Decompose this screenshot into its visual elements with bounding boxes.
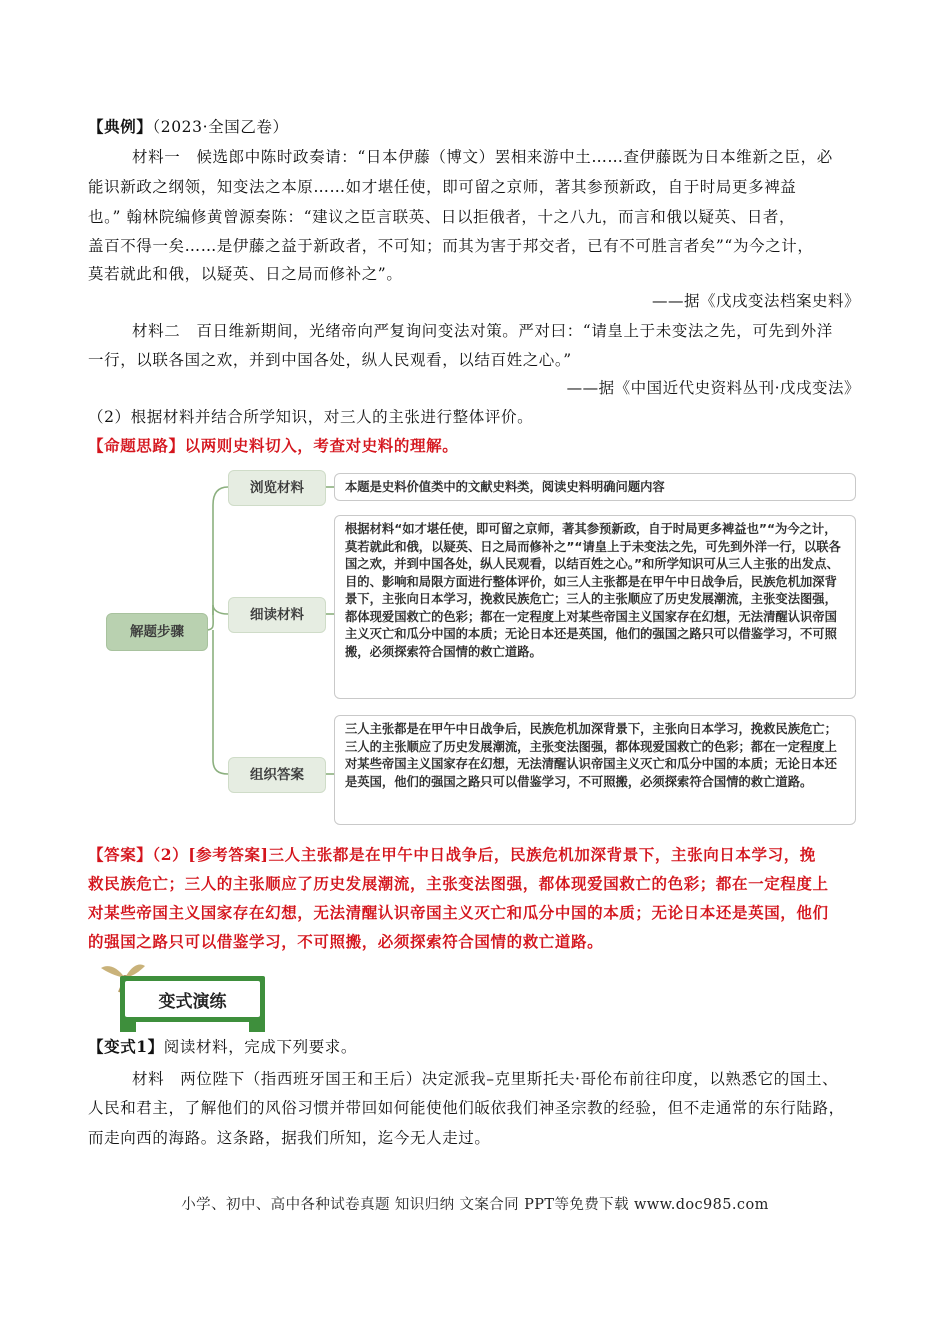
variant-material-line: 而走向西的海路。这条路，据我们所知，迄今无人走过。	[88, 1129, 491, 1147]
material1-line: 盖百不得一矣……是伊藤之益于新政者，不可知；而其为害于邦交者，已有不可胜言者矣”“为今之计，	[88, 237, 814, 255]
variant-tag: 【变式1】	[88, 1037, 164, 1056]
step-read-text: 根据材料“如才堪任使，即可留之京师，著其参预新政，自于时局更多裨益也”“为今之计，莫若就此和俄，以疑英、日之局而修补之”“请皇上于未变法之先，可先到外洋一行，以联各国之欢，并到中国各处，纵人民观看，以结百姓之心。”和所学知识可从三人主张的出发点、目的、影响和局限方面进行整体评价，如三人主张都是在甲午中日战争后，民族危机加深背景下，主张向日本学习，挽救民族危亡；三人的主张顺应了历史发展潮流，主张变法图强，都体现爱国救亡的色彩；都在一定程度上对某些帝国主义国家存在幻想，无法清醒认识帝国主义灭亡和瓜分中国的本质；无论日本还是英国，他们的强国之路只可以借鉴学习，不可照搬，必须探索符合国情的救亡道路。	[334, 515, 856, 699]
material1-line: 材料一 候选郎中陈时政奏请：“日本伊藤（博文）罢相来游中土……查伊藤既为日本维新之臣，必	[132, 148, 833, 166]
idea-line	[88, 435, 458, 457]
variant-material-line: 材料 两位陛下（指西班牙国王和王后）决定派我–克里斯托夫·哥伦布前往印度，以熟悉它的国土、	[132, 1070, 839, 1088]
banner-label: 变式演练	[158, 991, 227, 1012]
answer-line: 救民族危亡；三人的主张顺应了历史发展潮流，主张变法图强，都体现爱国救亡的色彩；都在一定程度上	[88, 874, 829, 893]
variant-prompt: 阅读材料，完成下列要求。	[163, 1038, 357, 1056]
mindmap-root: 解题步骤	[106, 613, 208, 651]
page-footer: 小学、初中、高中各种试卷真题 知识归纳 文案合同 PPT等免费下载 www.doc985.com	[181, 1197, 769, 1213]
example-source: （2023·全国乙卷）	[152, 118, 289, 136]
material1-line: 能识新政之纲领，知变法之本原……如才堪任使，即可留之京师，著其参预新政，自于时局更多裨益	[88, 178, 797, 196]
banner-frame	[120, 976, 265, 1022]
step-organize-text: 三人主张都是在甲午中日战争后，民族危机加深背景下，主张向日本学习，挽救民族危亡；三人的主张顺应了历史发展潮流，主张变法图强，都体现爱国救亡的色彩；都在一定程度上对某些帝国主义国家存在幻想，无法清醒认识帝国主义灭亡和瓜分中国的本质；无论日本还是英国，他们的强国之路只可以借鉴学习，不可照搬，必须探索符合国情的救亡道路。	[334, 715, 856, 825]
step-organize: 组织答案	[228, 757, 326, 793]
example-tag: 【典例】	[88, 117, 153, 136]
material1-line: 也。” 翰林院编修黄曾源奏陈：“建议之臣言联英、日以拒俄者，十之八九，而言和俄以疑英、日者，	[88, 208, 796, 226]
solution-mindmap	[100, 465, 860, 825]
idea-text: 以两则史料切入，考查对史料的理解。	[184, 436, 459, 455]
material1-line: 莫若就此和俄，以疑英、日之局而修补之”。	[88, 265, 403, 283]
step-browse: 浏览材料	[228, 470, 326, 506]
material1-source: ——据《戊戌变法档案史料》	[651, 292, 860, 310]
step-browse-text: 本题是史料价值类中的文献史料类，阅读史料明确问题内容	[334, 473, 856, 501]
example-header	[88, 116, 289, 138]
material2-line: 材料二 百日维新期间，光绪帝向严复询问变法对策。严对曰：“请皇上于未变法之先，可先到外洋	[132, 322, 833, 340]
variant-material-line: 人民和君主，了解他们的风俗习惯并带回如何能使他们皈依我们神圣宗教的经验，但不走通常的东行陆路，	[88, 1099, 845, 1117]
answer-line: 对某些帝国主义国家存在幻想，无法清醒认识帝国主义灭亡和瓜分中国的本质；无论日本还是英国，他们	[88, 903, 829, 922]
practice-banner	[95, 958, 270, 1028]
answer-line: 【答案】（2）[参考答案]三人主张都是在甲午中日战争后，民族危机加深背景下，主张向日本学习，挽	[88, 845, 816, 864]
variant-header	[88, 1036, 357, 1058]
answer-line: 的强国之路只可以借鉴学习，不可照搬，必须探索符合国情的救亡道路。	[88, 932, 604, 951]
material2-line: 一行，以联各国之欢，并到中国各处，纵人民观看，以结百姓之心。”	[88, 351, 572, 369]
idea-tag: 【命题思路】	[88, 436, 185, 455]
material2-source: ——据《中国近代史资料丛刊·戊戌变法》	[566, 379, 860, 397]
step-read: 细读材料	[228, 597, 326, 633]
question-text: （2）根据材料并结合所学知识，对三人的主张进行整体评价。	[88, 408, 534, 426]
